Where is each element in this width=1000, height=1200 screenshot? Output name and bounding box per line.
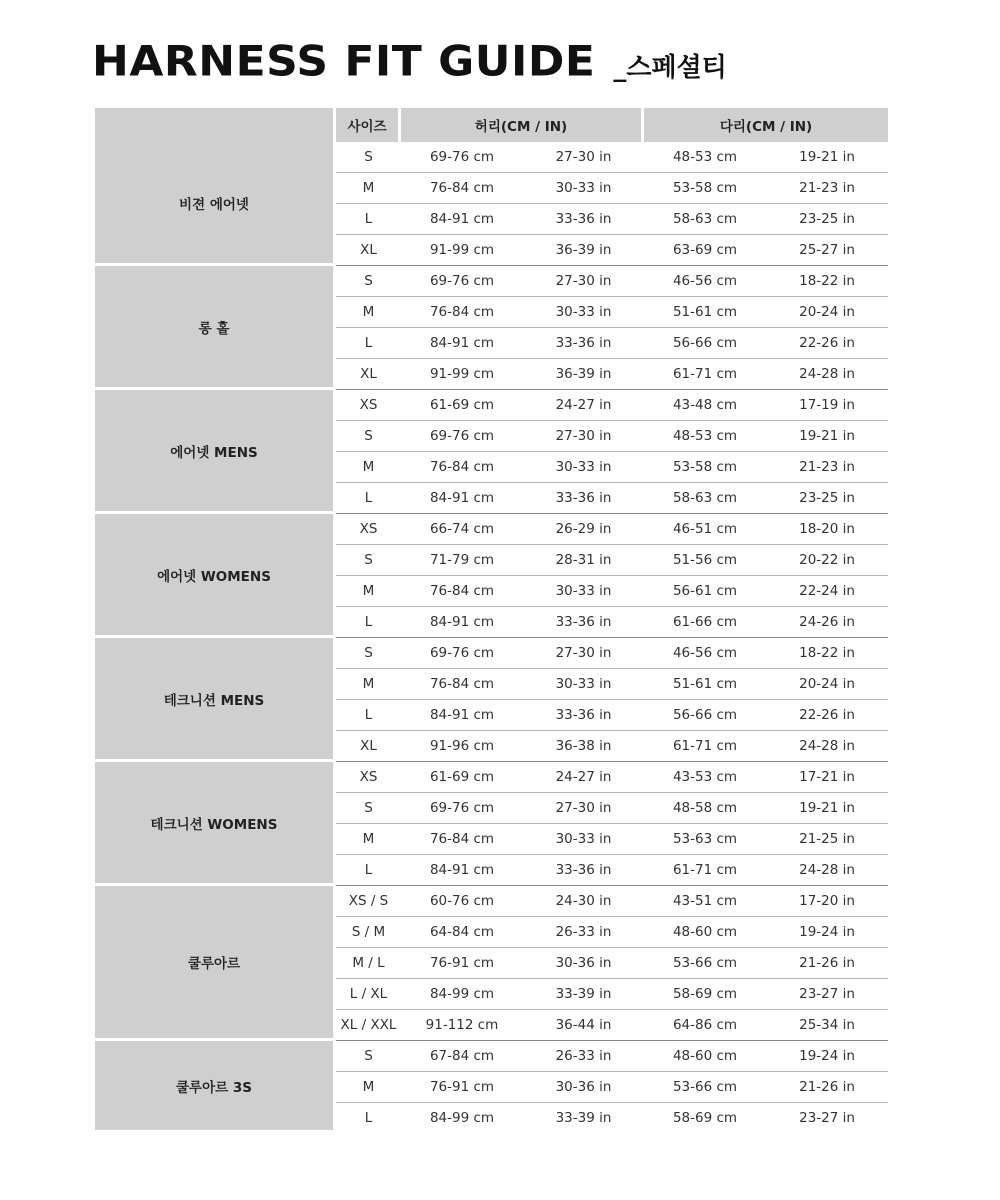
leg-cm-cell: 53-66 cm xyxy=(644,1072,766,1103)
waist-cm-cell: 76-84 cm xyxy=(401,173,523,204)
size-cell: L xyxy=(336,700,401,731)
page-title xyxy=(92,36,727,87)
waist-cm-cell: 84-91 cm xyxy=(401,855,523,886)
leg-in-cell: 25-34 in xyxy=(766,1010,888,1041)
waist-cm-cell: 91-99 cm xyxy=(401,235,523,266)
size-cell: L / XL xyxy=(336,979,401,1010)
leg-cm-cell: 56-61 cm xyxy=(644,576,766,607)
size-cell: S xyxy=(336,793,401,824)
leg-cm-cell: 48-53 cm xyxy=(644,421,766,452)
leg-in-cell: 18-20 in xyxy=(766,514,888,545)
size-cell: M / L xyxy=(336,948,401,979)
leg-cm-cell: 51-61 cm xyxy=(644,669,766,700)
waist-cm-cell: 69-76 cm xyxy=(401,421,523,452)
waist-in-cell: 30-36 in xyxy=(523,1072,644,1103)
waist-in-cell: 36-39 in xyxy=(523,359,644,390)
size-cell: XL xyxy=(336,235,401,266)
waist-cm-cell: 76-84 cm xyxy=(401,669,523,700)
leg-cm-cell: 58-63 cm xyxy=(644,483,766,514)
leg-cm-cell: 53-58 cm xyxy=(644,173,766,204)
table-row xyxy=(95,762,888,793)
product-name-cell: 쿨루아르 xyxy=(95,886,336,1041)
leg-in-cell: 19-24 in xyxy=(766,917,888,948)
leg-in-cell: 24-28 in xyxy=(766,855,888,886)
leg-in-cell: 22-26 in xyxy=(766,328,888,359)
product-name-cell: 에어넷 WOMENS xyxy=(95,514,336,638)
size-cell: XS xyxy=(336,390,401,421)
leg-cm-cell: 61-71 cm xyxy=(644,855,766,886)
waist-cm-cell: 69-76 cm xyxy=(401,638,523,669)
product-name-cell: 비젼 에어넷 xyxy=(95,142,336,266)
size-cell: L xyxy=(336,328,401,359)
size-cell: L xyxy=(336,607,401,638)
waist-cm-cell: 84-99 cm xyxy=(429,1110,495,1126)
table-row xyxy=(95,1041,888,1072)
leg-cm-cell: 48-53 cm xyxy=(644,142,766,173)
leg-cm-cell: 43-48 cm xyxy=(644,390,766,421)
leg-in-cell: 23-27 in xyxy=(766,979,888,1010)
waist-cm-cell: 64-84 cm xyxy=(401,917,523,948)
waist-in-cell: 36-44 in xyxy=(523,1010,644,1041)
leg-in-cell: 19-21 in xyxy=(766,793,888,824)
waist-cm-cell: 61-69 cm xyxy=(401,390,523,421)
table-row xyxy=(95,514,888,545)
size-cell: M xyxy=(336,576,401,607)
waist-in-cell: 30-33 in xyxy=(523,297,644,328)
table-row xyxy=(95,390,888,421)
waist-cm-cell: 71-79 cm xyxy=(401,545,523,576)
leg-in-cell: 25-27 in xyxy=(766,235,888,266)
size-cell: S / M xyxy=(336,917,401,948)
leg-in-cell: 23-25 in xyxy=(766,204,888,235)
leg-in-cell: 17-19 in xyxy=(766,390,888,421)
waist-in-cell: 27-30 in xyxy=(523,421,644,452)
leg-cm-cell: 53-63 cm xyxy=(644,824,766,855)
leg-cm-cell: 61-71 cm xyxy=(644,731,766,762)
table-row xyxy=(95,142,888,173)
leg-in-cell: 17-21 in xyxy=(766,762,888,793)
size-cell: M xyxy=(336,173,401,204)
waist-in-cell: 30-36 in xyxy=(523,948,644,979)
leg-cm-cell: 56-66 cm xyxy=(644,700,766,731)
leg-in-cell: 21-26 in xyxy=(766,1072,888,1103)
waist-cm-cell: 91-96 cm xyxy=(401,731,523,762)
leg-cm-cell: 43-53 cm xyxy=(644,762,766,793)
leg-in-cell: 20-24 in xyxy=(766,297,888,328)
leg-cm-cell: 58-69 cm xyxy=(672,1110,738,1126)
leg-in-cell: 17-20 in xyxy=(766,886,888,917)
waist-in-cell: 30-33 in xyxy=(523,824,644,855)
leg-in-cell: 19-24 in xyxy=(766,1041,888,1072)
size-cell: S xyxy=(336,266,401,297)
waist-in-cell: 33-39 in xyxy=(555,1110,612,1126)
waist-in-cell: 33-36 in xyxy=(523,607,644,638)
waist-cm-cell: 69-76 cm xyxy=(401,142,523,173)
waist-in-cell: 30-33 in xyxy=(523,173,644,204)
size-cell: XL xyxy=(336,359,401,390)
waist-in-cell: 33-36 in xyxy=(523,204,644,235)
size-cell: XS / S xyxy=(336,886,401,917)
waist-cm-cell: 84-91 cm xyxy=(401,204,523,235)
size-cell: S xyxy=(336,545,401,576)
leg-cm-cell: 51-61 cm xyxy=(644,297,766,328)
leg-in-cell: 19-21 in xyxy=(766,421,888,452)
size-cell: L xyxy=(336,855,401,886)
size-cell: XL / XXL xyxy=(336,1010,401,1041)
table-row xyxy=(95,886,888,917)
size-cell: XS xyxy=(336,514,401,545)
header-size: 사이즈 xyxy=(336,108,401,142)
leg-cm-cell: 61-71 cm xyxy=(644,359,766,390)
leg-in-cell: 24-28 in xyxy=(766,359,888,390)
product-name-cell: 에어넷 MENS xyxy=(95,390,336,514)
size-cell: L xyxy=(336,483,401,514)
size-cell: S xyxy=(336,142,401,173)
waist-cm-cell: 84-91 cm xyxy=(401,483,523,514)
size-cell: S xyxy=(336,1041,401,1072)
waist-in-cell: 24-27 in xyxy=(523,390,644,421)
leg-in-cell: 18-22 in xyxy=(766,638,888,669)
waist-cm-cell: 69-76 cm xyxy=(401,266,523,297)
product-name-cell: 쿨루아르 3S xyxy=(95,1041,336,1133)
size-cell: L xyxy=(364,1110,373,1126)
waist-in-cell: 26-29 in xyxy=(523,514,644,545)
waist-in-cell: 30-33 in xyxy=(523,576,644,607)
product-name-cell: 테크니션 WOMENS xyxy=(95,762,336,886)
size-cell: M xyxy=(336,452,401,483)
waist-in-cell: 33-39 in xyxy=(523,979,644,1010)
waist-in-cell: 26-33 in xyxy=(523,917,644,948)
waist-cm-cell: 76-91 cm xyxy=(401,1072,523,1103)
product-name-cell: 테크니션 MENS xyxy=(95,638,336,762)
leg-cm-cell: 51-56 cm xyxy=(644,545,766,576)
leg-in-cell: 24-26 in xyxy=(766,607,888,638)
waist-cm-cell: 76-84 cm xyxy=(401,297,523,328)
leg-cm-cell: 43-51 cm xyxy=(644,886,766,917)
table-header-row xyxy=(95,108,888,142)
leg-in-cell: 20-24 in xyxy=(766,669,888,700)
size-cell: L xyxy=(336,204,401,235)
waist-cm-cell: 84-91 cm xyxy=(401,607,523,638)
leg-cm-cell: 53-58 cm xyxy=(644,452,766,483)
waist-in-cell: 30-33 in xyxy=(523,452,644,483)
leg-cm-cell: 48-60 cm xyxy=(644,1041,766,1072)
waist-in-cell: 33-36 in xyxy=(523,328,644,359)
leg-in-cell: 20-22 in xyxy=(766,545,888,576)
leg-in-cell: 21-23 in xyxy=(766,452,888,483)
leg-cm-cell: 46-56 cm xyxy=(644,638,766,669)
leg-cm-cell: 48-58 cm xyxy=(644,793,766,824)
waist-in-cell: 24-27 in xyxy=(523,762,644,793)
leg-cm-cell: 58-63 cm xyxy=(644,204,766,235)
leg-cm-cell: 61-66 cm xyxy=(644,607,766,638)
size-cell: M xyxy=(336,1072,401,1103)
waist-cm-cell: 66-74 cm xyxy=(401,514,523,545)
leg-cm-cell: 56-66 cm xyxy=(644,328,766,359)
waist-cm-cell: 91-99 cm xyxy=(401,359,523,390)
waist-cm-cell: 60-76 cm xyxy=(401,886,523,917)
leg-in-cell: 21-23 in xyxy=(766,173,888,204)
leg-in-cell: 24-28 in xyxy=(766,731,888,762)
size-cell: XS xyxy=(336,762,401,793)
leg-in-cell: 23-27 in xyxy=(799,1110,855,1126)
leg-in-cell: 23-25 in xyxy=(766,483,888,514)
waist-cm-cell: 84-91 cm xyxy=(401,700,523,731)
leg-cm-cell: 46-51 cm xyxy=(644,514,766,545)
product-name-cell: 롱 홀 xyxy=(95,266,336,390)
waist-in-cell: 27-30 in xyxy=(523,266,644,297)
leg-in-cell: 21-25 in xyxy=(766,824,888,855)
waist-in-cell: 28-31 in xyxy=(523,545,644,576)
waist-in-cell: 27-30 in xyxy=(523,793,644,824)
waist-in-cell: 27-30 in xyxy=(523,142,644,173)
header-model xyxy=(95,108,336,142)
waist-cm-cell: 91-112 cm xyxy=(401,1010,523,1041)
title-sub: _스페셜티 xyxy=(613,53,727,83)
waist-cm-cell: 84-91 cm xyxy=(401,328,523,359)
size-cell: M xyxy=(336,297,401,328)
fit-guide-table xyxy=(95,108,888,1133)
leg-cm-cell: 58-69 cm xyxy=(644,979,766,1010)
waist-in-cell: 36-39 in xyxy=(523,235,644,266)
waist-in-cell: 36-38 in xyxy=(523,731,644,762)
leg-cm-cell: 48-60 cm xyxy=(644,917,766,948)
leg-cm-cell: 46-56 cm xyxy=(644,266,766,297)
table-row xyxy=(95,266,888,297)
waist-cm-cell: 69-76 cm xyxy=(401,793,523,824)
header-leg: 다리(CM / IN) xyxy=(644,108,888,142)
size-cell: M xyxy=(336,669,401,700)
size-cell: XL xyxy=(336,731,401,762)
leg-in-cell: 21-26 in xyxy=(766,948,888,979)
table-body xyxy=(95,142,888,1133)
waist-cm-cell: 76-84 cm xyxy=(401,452,523,483)
waist-in-cell: 26-33 in xyxy=(523,1041,644,1072)
size-cell: M xyxy=(336,824,401,855)
leg-in-cell: 22-26 in xyxy=(766,700,888,731)
leg-cm-cell: 64-86 cm xyxy=(644,1010,766,1041)
size-cell: S xyxy=(336,421,401,452)
waist-in-cell: 33-36 in xyxy=(523,483,644,514)
leg-cm-cell: 53-66 cm xyxy=(644,948,766,979)
waist-cm-cell: 76-84 cm xyxy=(401,824,523,855)
size-cell: S xyxy=(336,638,401,669)
waist-in-cell: 30-33 in xyxy=(523,669,644,700)
leg-in-cell: 18-22 in xyxy=(766,266,888,297)
waist-cm-cell: 67-84 cm xyxy=(401,1041,523,1072)
table-row xyxy=(95,638,888,669)
waist-in-cell: 33-36 in xyxy=(523,700,644,731)
waist-cm-cell: 61-69 cm xyxy=(401,762,523,793)
waist-in-cell: 24-30 in xyxy=(523,886,644,917)
waist-cm-cell: 76-91 cm xyxy=(401,948,523,979)
waist-in-cell: 33-36 in xyxy=(523,855,644,886)
leg-cm-cell: 63-69 cm xyxy=(644,235,766,266)
header-waist: 허리(CM / IN) xyxy=(401,108,644,142)
waist-in-cell: 27-30 in xyxy=(523,638,644,669)
leg-in-cell: 22-24 in xyxy=(766,576,888,607)
waist-cm-cell: 84-99 cm xyxy=(401,979,523,1010)
leg-in-cell: 19-21 in xyxy=(766,142,888,173)
title-main: HARNESS FIT GUIDE xyxy=(92,37,596,86)
waist-cm-cell: 76-84 cm xyxy=(401,576,523,607)
